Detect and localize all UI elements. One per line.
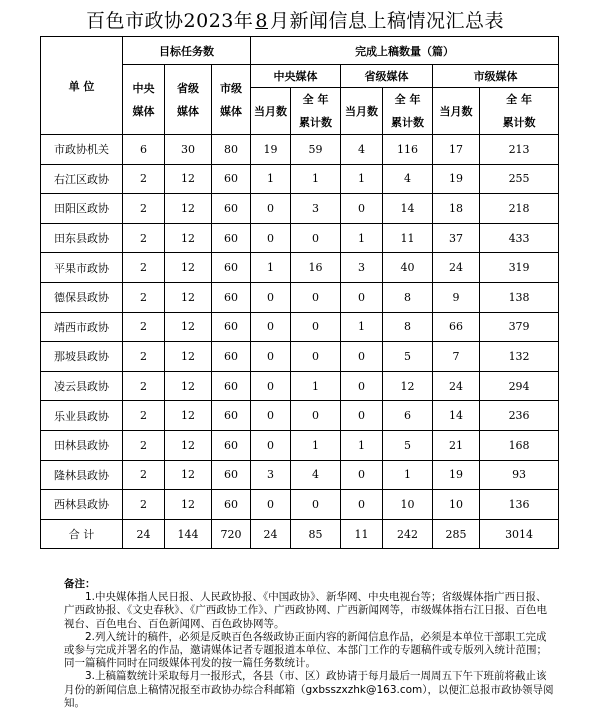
value-cell: 16 — [291, 253, 341, 283]
value-cell: 116 — [383, 135, 433, 165]
value-cell: 242 — [383, 519, 433, 549]
value-cell: 0 — [251, 342, 291, 372]
provincial-media-header: 省级媒体 — [341, 65, 433, 88]
value-cell: 14 — [433, 401, 480, 431]
value-cell: 12 — [165, 223, 212, 253]
value-cell: 1 — [251, 164, 291, 194]
value-cell: 2 — [123, 223, 165, 253]
value-cell: 59 — [291, 135, 341, 165]
value-cell: 60 — [212, 371, 251, 401]
value-cell: 3 — [291, 194, 341, 224]
table-row — [41, 401, 559, 431]
summary-table — [40, 36, 559, 549]
value-cell: 19 — [433, 164, 480, 194]
unit-cell: 田林县政协 — [41, 430, 123, 460]
notes — [64, 578, 554, 710]
value-cell: 93 — [480, 460, 559, 490]
value-cell: 60 — [212, 164, 251, 194]
unit-cell: 靖西市政协 — [41, 312, 123, 342]
value-cell: 0 — [251, 312, 291, 342]
value-cell: 1 — [341, 164, 383, 194]
value-cell: 1 — [291, 430, 341, 460]
value-cell: 0 — [251, 223, 291, 253]
value-cell: 3 — [251, 460, 291, 490]
value-cell: 12 — [165, 490, 212, 520]
value-cell: 60 — [212, 194, 251, 224]
value-cell: 8 — [383, 282, 433, 312]
title-month: 8 — [255, 10, 268, 32]
value-cell: 2 — [123, 253, 165, 283]
unit-cell: 凌云县政协 — [41, 371, 123, 401]
value-cell: 0 — [251, 282, 291, 312]
value-cell: 80 — [212, 135, 251, 165]
value-cell: 1 — [341, 312, 383, 342]
value-cell: 60 — [212, 460, 251, 490]
unit-cell: 隆林县政协 — [41, 460, 123, 490]
value-cell: 17 — [433, 135, 480, 165]
value-cell: 0 — [341, 490, 383, 520]
value-cell: 24 — [251, 519, 291, 549]
value-cell: 9 — [433, 282, 480, 312]
value-cell: 1 — [341, 430, 383, 460]
table-row — [41, 223, 559, 253]
central-media-header: 中央媒体 — [251, 65, 341, 88]
value-cell: 21 — [433, 430, 480, 460]
unit-cell: 田东县政协 — [41, 223, 123, 253]
value-cell: 0 — [291, 312, 341, 342]
target-header: 目标任务数 — [123, 37, 251, 65]
unit-cell: 西林县政协 — [41, 490, 123, 520]
provincial-month-header: 当月数 — [341, 88, 383, 135]
value-cell: 60 — [212, 253, 251, 283]
value-cell: 720 — [212, 519, 251, 549]
table-row — [41, 342, 559, 372]
value-cell: 218 — [480, 194, 559, 224]
value-cell: 60 — [212, 342, 251, 372]
value-cell: 2 — [123, 312, 165, 342]
table-row — [41, 135, 559, 165]
value-cell: 6 — [383, 401, 433, 431]
value-cell: 60 — [212, 401, 251, 431]
value-cell: 24 — [433, 371, 480, 401]
value-cell: 3 — [341, 253, 383, 283]
value-cell: 11 — [383, 223, 433, 253]
table-row — [41, 194, 559, 224]
value-cell: 0 — [291, 401, 341, 431]
value-cell: 40 — [383, 253, 433, 283]
value-cell: 0 — [341, 194, 383, 224]
unit-header: 单 位 — [41, 37, 123, 135]
table-row — [41, 164, 559, 194]
value-cell: 0 — [251, 371, 291, 401]
value-cell: 12 — [165, 401, 212, 431]
value-cell: 0 — [341, 460, 383, 490]
value-cell: 19 — [433, 460, 480, 490]
value-cell: 66 — [433, 312, 480, 342]
value-cell: 12 — [165, 312, 212, 342]
note-1: 1.中央媒体指人民日报、人民政协报、《中国政协》、新华网、中央电视台等；省级媒体指广西日报、广西政协报、《文史春秋》、《广西政协工作》、广西政协网、广西新闻网等，市级媒体指右江日报、百色电视台、百色电台、百色新闻网、百色政协网等。 — [64, 591, 547, 630]
value-cell: 255 — [480, 164, 559, 194]
value-cell: 12 — [165, 164, 212, 194]
total-row — [41, 519, 559, 549]
value-cell: 2 — [123, 342, 165, 372]
value-cell: 136 — [480, 490, 559, 520]
value-cell: 132 — [480, 342, 559, 372]
table-row — [41, 490, 559, 520]
value-cell: 60 — [212, 490, 251, 520]
value-cell: 3014 — [480, 519, 559, 549]
value-cell: 0 — [251, 401, 291, 431]
value-cell: 0 — [341, 342, 383, 372]
value-cell: 5 — [383, 430, 433, 460]
value-cell: 1 — [251, 253, 291, 283]
value-cell: 60 — [212, 223, 251, 253]
value-cell: 1 — [341, 223, 383, 253]
central-year-header: 全 年 累计数 — [291, 88, 341, 135]
value-cell: 60 — [212, 282, 251, 312]
value-cell: 30 — [165, 135, 212, 165]
value-cell: 144 — [165, 519, 212, 549]
value-cell: 2 — [123, 430, 165, 460]
unit-cell: 那坡县政协 — [41, 342, 123, 372]
page-title — [0, 6, 590, 33]
unit-cell: 右江区政协 — [41, 164, 123, 194]
value-cell: 12 — [383, 371, 433, 401]
unit-cell: 平果市政协 — [41, 253, 123, 283]
title-prefix: 百色市政协2023年 — [86, 10, 254, 32]
value-cell: 24 — [123, 519, 165, 549]
value-cell: 12 — [165, 194, 212, 224]
value-cell: 1 — [383, 460, 433, 490]
table-row — [41, 430, 559, 460]
value-cell: 0 — [341, 282, 383, 312]
value-cell: 12 — [165, 430, 212, 460]
value-cell: 0 — [341, 371, 383, 401]
value-cell: 0 — [291, 223, 341, 253]
value-cell: 285 — [433, 519, 480, 549]
value-cell: 12 — [165, 460, 212, 490]
table-row — [41, 312, 559, 342]
value-cell: 4 — [341, 135, 383, 165]
value-cell: 14 — [383, 194, 433, 224]
value-cell: 0 — [251, 194, 291, 224]
table-row — [41, 253, 559, 283]
value-cell: 6 — [123, 135, 165, 165]
provincial-year-header: 全 年 累计数 — [383, 88, 433, 135]
value-cell: 319 — [480, 253, 559, 283]
value-cell: 2 — [123, 490, 165, 520]
table-row — [41, 460, 559, 490]
value-cell: 1 — [291, 164, 341, 194]
value-cell: 0 — [251, 430, 291, 460]
value-cell: 168 — [480, 430, 559, 460]
value-cell: 2 — [123, 194, 165, 224]
value-cell: 5 — [383, 342, 433, 372]
value-cell: 8 — [383, 312, 433, 342]
city-month-header: 当月数 — [433, 88, 480, 135]
value-cell: 0 — [251, 490, 291, 520]
value-cell: 10 — [433, 490, 480, 520]
value-cell: 7 — [433, 342, 480, 372]
unit-cell: 田阳区政协 — [41, 194, 123, 224]
value-cell: 433 — [480, 223, 559, 253]
value-cell: 12 — [165, 342, 212, 372]
value-cell: 2 — [123, 401, 165, 431]
value-cell: 12 — [165, 282, 212, 312]
value-cell: 12 — [165, 253, 212, 283]
value-cell: 4 — [291, 460, 341, 490]
value-cell: 2 — [123, 282, 165, 312]
unit-cell: 合 计 — [41, 519, 123, 549]
value-cell: 12 — [165, 371, 212, 401]
city-media-header: 市级媒体 — [433, 65, 559, 88]
value-cell: 2 — [123, 164, 165, 194]
target-central-header: 中央 媒体 — [123, 65, 165, 135]
value-cell: 18 — [433, 194, 480, 224]
value-cell: 138 — [480, 282, 559, 312]
value-cell: 2 — [123, 371, 165, 401]
unit-cell: 德保县政协 — [41, 282, 123, 312]
value-cell: 0 — [341, 401, 383, 431]
value-cell: 1 — [291, 371, 341, 401]
note-2: 2.列入统计的稿件，必须是反映百色各级政协正面内容的新闻信息作品，必须是本单位干部职工完成或参与完成并署名的作品，邀请媒体记者专题报道本单位、本部门工作的专题稿件或专版列入统计范围；同一篇稿件同时在同级媒体刊发的按一篇任务数统计。 — [64, 630, 547, 670]
title-suffix: 月新闻信息上稿情况汇总表 — [269, 10, 504, 32]
value-cell: 0 — [291, 282, 341, 312]
value-cell: 4 — [383, 164, 433, 194]
value-cell: 236 — [480, 401, 559, 431]
value-cell: 0 — [291, 342, 341, 372]
value-cell: 2 — [123, 460, 165, 490]
value-cell: 19 — [251, 135, 291, 165]
central-month-header: 当月数 — [251, 88, 291, 135]
value-cell: 10 — [383, 490, 433, 520]
value-cell: 0 — [291, 490, 341, 520]
note-3: 3.上稿篇数统计采取每月一报形式，各县（市、区）政协请于每月最后一周周五下午下班前将截止该月份的新闻信息上稿情况报至市政协办综合科邮箱（gxbsszxzhk@163.com），以便汇总报市政协领导阅知。 — [64, 670, 554, 709]
value-cell: 24 — [433, 253, 480, 283]
value-cell: 60 — [212, 430, 251, 460]
unit-cell: 乐业县政协 — [41, 401, 123, 431]
target-city-header: 市级 媒体 — [212, 65, 251, 135]
notes-heading: 备注： — [64, 578, 96, 590]
table-row — [41, 282, 559, 312]
value-cell: 379 — [480, 312, 559, 342]
value-cell: 85 — [291, 519, 341, 549]
target-provincial-header: 省级 媒体 — [165, 65, 212, 135]
city-year-header: 全 年 累计数 — [480, 88, 559, 135]
value-cell: 60 — [212, 312, 251, 342]
value-cell: 37 — [433, 223, 480, 253]
value-cell: 11 — [341, 519, 383, 549]
unit-cell: 市政协机关 — [41, 135, 123, 165]
completed-header: 完成上稿数量（篇） — [251, 37, 559, 65]
value-cell: 294 — [480, 371, 559, 401]
value-cell: 213 — [480, 135, 559, 165]
table-row — [41, 371, 559, 401]
